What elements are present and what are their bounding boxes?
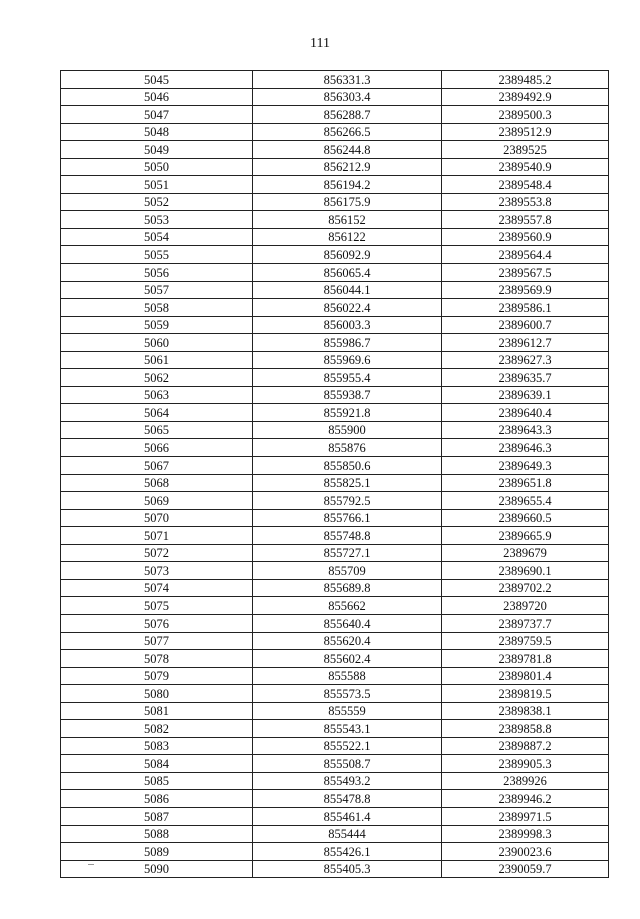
point-number-cell: 5078 <box>61 650 253 668</box>
point-number-cell: 5088 <box>61 825 253 843</box>
y-coordinate-cell: 2389500.3 <box>442 106 609 124</box>
point-number-cell: 5054 <box>61 228 253 246</box>
point-number-cell: 5081 <box>61 702 253 720</box>
y-coordinate-cell: 2389998.3 <box>442 825 609 843</box>
x-coordinate-cell: 855620.4 <box>253 632 442 650</box>
x-coordinate-cell: 855825.1 <box>253 474 442 492</box>
table-row <box>61 316 609 334</box>
point-number-cell: 5059 <box>61 316 253 334</box>
point-number-cell: 5076 <box>61 614 253 632</box>
table-row <box>61 299 609 317</box>
x-coordinate-cell: 855689.8 <box>253 579 442 597</box>
x-coordinate-cell: 856092.9 <box>253 246 442 264</box>
point-number-cell: 5047 <box>61 106 253 124</box>
y-coordinate-cell: 2389971.5 <box>442 807 609 825</box>
page-number: 111 <box>310 36 330 51</box>
table-row <box>61 123 609 141</box>
x-coordinate-cell: 856244.8 <box>253 141 442 159</box>
x-coordinate-cell: 855900 <box>253 421 442 439</box>
table-row <box>61 614 609 632</box>
point-number-cell: 5045 <box>61 71 253 89</box>
y-coordinate-cell: 2389525 <box>442 141 609 159</box>
table-row <box>61 632 609 650</box>
x-coordinate-cell: 855748.8 <box>253 527 442 545</box>
table-row <box>61 421 609 439</box>
x-coordinate-cell: 855522.1 <box>253 737 442 755</box>
x-coordinate-cell: 856175.9 <box>253 193 442 211</box>
table-row <box>61 106 609 124</box>
y-coordinate-cell: 2389635.7 <box>442 369 609 387</box>
table-row <box>61 474 609 492</box>
x-coordinate-cell: 856303.4 <box>253 88 442 106</box>
x-coordinate-cell: 855461.4 <box>253 807 442 825</box>
x-coordinate-cell: 855588 <box>253 667 442 685</box>
x-coordinate-cell: 855938.7 <box>253 386 442 404</box>
scan-mark <box>88 864 94 865</box>
table-row <box>61 579 609 597</box>
y-coordinate-cell: 2389651.8 <box>442 474 609 492</box>
y-coordinate-cell: 2389646.3 <box>442 439 609 457</box>
table-row <box>61 71 609 89</box>
table-row <box>61 351 609 369</box>
table-row <box>61 527 609 545</box>
point-number-cell: 5082 <box>61 720 253 738</box>
y-coordinate-cell: 2389640.4 <box>442 404 609 422</box>
table-row <box>61 228 609 246</box>
x-coordinate-cell: 856194.2 <box>253 176 442 194</box>
table-row <box>61 386 609 404</box>
table-row <box>61 772 609 790</box>
y-coordinate-cell: 2389819.5 <box>442 685 609 703</box>
table-row <box>61 544 609 562</box>
y-coordinate-cell: 2389679 <box>442 544 609 562</box>
table-row <box>61 755 609 773</box>
point-number-cell: 5066 <box>61 439 253 457</box>
point-number-cell: 5062 <box>61 369 253 387</box>
y-coordinate-cell: 2389586.1 <box>442 299 609 317</box>
y-coordinate-cell: 2389639.1 <box>442 386 609 404</box>
x-coordinate-cell: 855662 <box>253 597 442 615</box>
point-number-cell: 5073 <box>61 562 253 580</box>
x-coordinate-cell: 856022.4 <box>253 299 442 317</box>
y-coordinate-cell: 2389690.1 <box>442 562 609 580</box>
x-coordinate-cell: 856212.9 <box>253 158 442 176</box>
table-row <box>61 158 609 176</box>
x-coordinate-cell: 855640.4 <box>253 614 442 632</box>
table-row <box>61 141 609 159</box>
point-number-cell: 5089 <box>61 843 253 861</box>
x-coordinate-cell: 855876 <box>253 439 442 457</box>
x-coordinate-cell: 856152 <box>253 211 442 229</box>
y-coordinate-cell: 2389485.2 <box>442 71 609 89</box>
y-coordinate-cell: 2389702.2 <box>442 579 609 597</box>
table-row <box>61 843 609 861</box>
y-coordinate-cell: 2389512.9 <box>442 123 609 141</box>
x-coordinate-cell: 855444 <box>253 825 442 843</box>
x-coordinate-cell: 855986.7 <box>253 334 442 352</box>
table-row <box>61 369 609 387</box>
y-coordinate-cell: 2389737.7 <box>442 614 609 632</box>
point-number-cell: 5090 <box>61 860 253 878</box>
y-coordinate-cell: 2389946.2 <box>442 790 609 808</box>
x-coordinate-cell: 855727.1 <box>253 544 442 562</box>
point-number-cell: 5056 <box>61 264 253 282</box>
table-row <box>61 650 609 668</box>
coordinates-table <box>60 70 609 878</box>
table-row <box>61 825 609 843</box>
y-coordinate-cell: 2389781.8 <box>442 650 609 668</box>
y-coordinate-cell: 2389759.5 <box>442 632 609 650</box>
point-number-cell: 5064 <box>61 404 253 422</box>
table-row <box>61 211 609 229</box>
point-number-cell: 5052 <box>61 193 253 211</box>
point-number-cell: 5046 <box>61 88 253 106</box>
table-row <box>61 860 609 878</box>
y-coordinate-cell: 2389649.3 <box>442 457 609 475</box>
y-coordinate-cell: 2389858.8 <box>442 720 609 738</box>
point-number-cell: 5079 <box>61 667 253 685</box>
x-coordinate-cell: 855792.5 <box>253 492 442 510</box>
coordinates-table-body <box>61 71 609 878</box>
point-number-cell: 5069 <box>61 492 253 510</box>
y-coordinate-cell: 2389612.7 <box>442 334 609 352</box>
y-coordinate-cell: 2389887.2 <box>442 737 609 755</box>
table-row <box>61 439 609 457</box>
table-row <box>61 597 609 615</box>
x-coordinate-cell: 855493.2 <box>253 772 442 790</box>
x-coordinate-cell: 855921.8 <box>253 404 442 422</box>
table-row <box>61 509 609 527</box>
point-number-cell: 5077 <box>61 632 253 650</box>
table-row <box>61 246 609 264</box>
point-number-cell: 5055 <box>61 246 253 264</box>
y-coordinate-cell: 2389838.1 <box>442 702 609 720</box>
x-coordinate-cell: 855573.5 <box>253 685 442 703</box>
table-row <box>61 264 609 282</box>
point-number-cell: 5051 <box>61 176 253 194</box>
y-coordinate-cell: 2389553.8 <box>442 193 609 211</box>
point-number-cell: 5067 <box>61 457 253 475</box>
table-row <box>61 702 609 720</box>
y-coordinate-cell: 2389569.9 <box>442 281 609 299</box>
x-coordinate-cell: 855602.4 <box>253 650 442 668</box>
point-number-cell: 5075 <box>61 597 253 615</box>
x-coordinate-cell: 855543.1 <box>253 720 442 738</box>
x-coordinate-cell: 855955.4 <box>253 369 442 387</box>
x-coordinate-cell: 856003.3 <box>253 316 442 334</box>
point-number-cell: 5080 <box>61 685 253 703</box>
point-number-cell: 5070 <box>61 509 253 527</box>
y-coordinate-cell: 2389655.4 <box>442 492 609 510</box>
table-row <box>61 737 609 755</box>
point-number-cell: 5083 <box>61 737 253 755</box>
y-coordinate-cell: 2389567.5 <box>442 264 609 282</box>
y-coordinate-cell: 2389564.4 <box>442 246 609 264</box>
point-number-cell: 5061 <box>61 351 253 369</box>
x-coordinate-cell: 855850.6 <box>253 457 442 475</box>
x-coordinate-cell: 856122 <box>253 228 442 246</box>
y-coordinate-cell: 2390023.6 <box>442 843 609 861</box>
x-coordinate-cell: 856044.1 <box>253 281 442 299</box>
table-row <box>61 334 609 352</box>
point-number-cell: 5071 <box>61 527 253 545</box>
point-number-cell: 5068 <box>61 474 253 492</box>
table-row <box>61 685 609 703</box>
table-row <box>61 281 609 299</box>
x-coordinate-cell: 855508.7 <box>253 755 442 773</box>
point-number-cell: 5048 <box>61 123 253 141</box>
table-row <box>61 176 609 194</box>
point-number-cell: 5058 <box>61 299 253 317</box>
table-row <box>61 667 609 685</box>
table-row <box>61 790 609 808</box>
y-coordinate-cell: 2389643.3 <box>442 421 609 439</box>
point-number-cell: 5053 <box>61 211 253 229</box>
x-coordinate-cell: 856288.7 <box>253 106 442 124</box>
y-coordinate-cell: 2389600.7 <box>442 316 609 334</box>
y-coordinate-cell: 2389905.3 <box>442 755 609 773</box>
point-number-cell: 5057 <box>61 281 253 299</box>
point-number-cell: 5087 <box>61 807 253 825</box>
table-row <box>61 88 609 106</box>
y-coordinate-cell: 2389560.9 <box>442 228 609 246</box>
x-coordinate-cell: 855405.3 <box>253 860 442 878</box>
y-coordinate-cell: 2389720 <box>442 597 609 615</box>
y-coordinate-cell: 2389926 <box>442 772 609 790</box>
x-coordinate-cell: 855969.6 <box>253 351 442 369</box>
table-row <box>61 457 609 475</box>
point-number-cell: 5072 <box>61 544 253 562</box>
y-coordinate-cell: 2389492.9 <box>442 88 609 106</box>
y-coordinate-cell: 2389665.9 <box>442 527 609 545</box>
point-number-cell: 5086 <box>61 790 253 808</box>
x-coordinate-cell: 856065.4 <box>253 264 442 282</box>
point-number-cell: 5085 <box>61 772 253 790</box>
table-row <box>61 562 609 580</box>
point-number-cell: 5074 <box>61 579 253 597</box>
y-coordinate-cell: 2389660.5 <box>442 509 609 527</box>
point-number-cell: 5049 <box>61 141 253 159</box>
point-number-cell: 5063 <box>61 386 253 404</box>
y-coordinate-cell: 2389557.8 <box>442 211 609 229</box>
y-coordinate-cell: 2389627.3 <box>442 351 609 369</box>
x-coordinate-cell: 855766.1 <box>253 509 442 527</box>
y-coordinate-cell: 2389548.4 <box>442 176 609 194</box>
table-row <box>61 193 609 211</box>
y-coordinate-cell: 2390059.7 <box>442 860 609 878</box>
y-coordinate-cell: 2389801.4 <box>442 667 609 685</box>
x-coordinate-cell: 856331.3 <box>253 71 442 89</box>
y-coordinate-cell: 2389540.9 <box>442 158 609 176</box>
x-coordinate-cell: 855426.1 <box>253 843 442 861</box>
point-number-cell: 5065 <box>61 421 253 439</box>
x-coordinate-cell: 855478.8 <box>253 790 442 808</box>
x-coordinate-cell: 855709 <box>253 562 442 580</box>
x-coordinate-cell: 855559 <box>253 702 442 720</box>
table-row <box>61 492 609 510</box>
table-row <box>61 720 609 738</box>
point-number-cell: 5050 <box>61 158 253 176</box>
point-number-cell: 5084 <box>61 755 253 773</box>
table-row <box>61 404 609 422</box>
point-number-cell: 5060 <box>61 334 253 352</box>
table-row <box>61 807 609 825</box>
x-coordinate-cell: 856266.5 <box>253 123 442 141</box>
